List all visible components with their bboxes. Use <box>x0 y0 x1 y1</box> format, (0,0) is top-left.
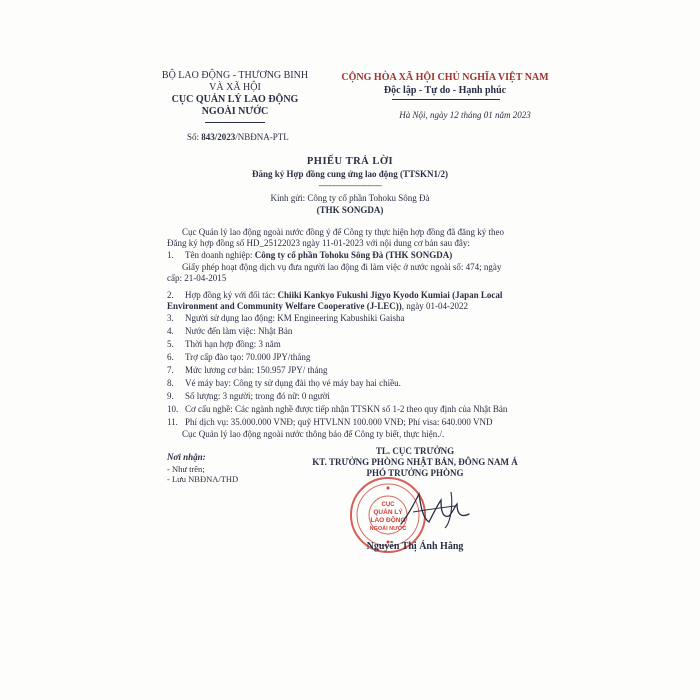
list-item: 5. Thời hạn hợp đồng: 3 năm <box>167 339 281 349</box>
recipient-line-1: - Như trên; <box>167 464 205 474</box>
ministry-line-1: BỘ LAO ĐỘNG - THƯƠNG BINH <box>161 70 309 81</box>
intro-line-2: Đăng ký hợp đồng số HD_25122023 ngày 11-01-2023 với nội dung cơ bản sau đây: <box>167 238 470 248</box>
department-line-1: CỤC QUẢN LÝ LAO ĐỘNG <box>171 94 299 105</box>
partner-line-2: Environment and Community Welfare Cooperative (J-LEC)), ngày 01-04-2022 <box>167 301 468 311</box>
ministry-line-2: VÀ XÃ HỘI <box>209 82 261 93</box>
signature-department: KT. TRƯỞNG PHÒNG NHẬT BẢN, ĐÔNG NAM Á <box>312 457 518 467</box>
license-line-1: Giấy phép hoạt động dịch vụ đưa người lao động đi làm việc ở nước ngoài số: 474; ngày <box>182 262 502 272</box>
license-line-2: cấp: 21-04-2015 <box>167 273 227 283</box>
document-title: PHIẾU TRẢ LỜI <box>306 156 394 167</box>
list-item: 8. Vé máy bay: Công ty sử dụng đài thọ vé máy bay hai chiều. <box>167 378 401 388</box>
list-item: 4. Nước đến làm việc: Nhật Bản <box>167 326 293 336</box>
list-item: 6. Trợ cấp đào tạo: 70.000 JPY/tháng <box>167 352 311 362</box>
list-item: 1. Tên doanh nghiệp: Công ty cổ phần Tohoku Sông Đà (THK SONGDA) <box>167 250 453 260</box>
signature-authority: TL. CỤC TRƯỞNG <box>375 446 455 456</box>
document-date: Hà Nội, ngày 12 tháng 01 năm 2023 <box>399 110 531 120</box>
ministry-name <box>160 70 310 94</box>
list-item: 3. Người sử dụng lao động: KM Engineering Kabushiki Gaisha <box>167 313 405 323</box>
document-subtitle: Đăng ký Hợp đồng cung ứng lao động (TTSKN1/2) <box>252 169 448 179</box>
list-item: 9. Số lượng: 3 người; trong đó nữ: 0 người <box>167 391 330 401</box>
seal-text-2: QUẢN LÝ <box>373 509 403 516</box>
country-name: CỘNG HÒA XÃ HỘI CHỦ NGHĨA VIỆT NAM <box>341 72 549 83</box>
recipient-line-2: - Lưu NBĐNA/THD <box>167 474 239 484</box>
department-line-2: NGOÀI NƯỚC <box>201 106 269 117</box>
list-item: 11. Phí dịch vụ: 35.000.000 VNĐ; quỹ HTVLNN 100.000 VNĐ; Phí visa: 640.000 VND <box>167 417 493 427</box>
seal-text-3: LAO ĐỘNG <box>370 517 406 524</box>
addressee-short-name: (THK SONGDA) <box>316 205 384 215</box>
handwritten-signature <box>395 484 475 532</box>
seal-text-1: CỤC <box>381 502 395 508</box>
department-name <box>160 94 310 118</box>
recipients-title: Nơi nhận: <box>167 452 206 462</box>
signature-title: PHÓ TRƯỞNG PHÒNG <box>366 468 464 478</box>
seal-text-4: NGOÀI NƯỚC <box>369 526 407 532</box>
addressee: Kính gửi: Công ty cổ phần Tohoku Sông Đà <box>270 193 430 203</box>
list-item: 10. Cơ cấu nghề: Các ngành nghề được tiếp nhận TTSKN số 1-2 theo quy định của Nhật Bản <box>167 404 508 414</box>
closing-statement: Cục Quản lý lao động ngoài nước thông báo để Công ty biết, thực hiện./. <box>182 429 445 439</box>
header-right-rule <box>392 99 500 100</box>
intro-line-1: Cục Quản lý lao động ngoài nước đồng ý để Công ty thực hiện hợp đồng đã đăng ký theo <box>182 227 504 237</box>
national-motto: Độc lập - Tự do - Hạnh phúc <box>383 85 507 96</box>
list-item: 7. Mức lương cơ bản: 150.957 JPY/ tháng <box>167 365 328 375</box>
signer-name: Nguyễn Thị Ánh Hằng <box>366 541 464 552</box>
list-item: 2. Hợp đồng ký với đối tác: Chiiki Kankyo Fukushi Jigyo Kyodo Kumiai (Japan Local <box>167 290 503 300</box>
title-separator: --------------------------- <box>318 180 382 190</box>
header-left-rule <box>205 122 265 123</box>
document-number: Số: 843/2023/NBĐNA-PTL <box>187 132 289 142</box>
